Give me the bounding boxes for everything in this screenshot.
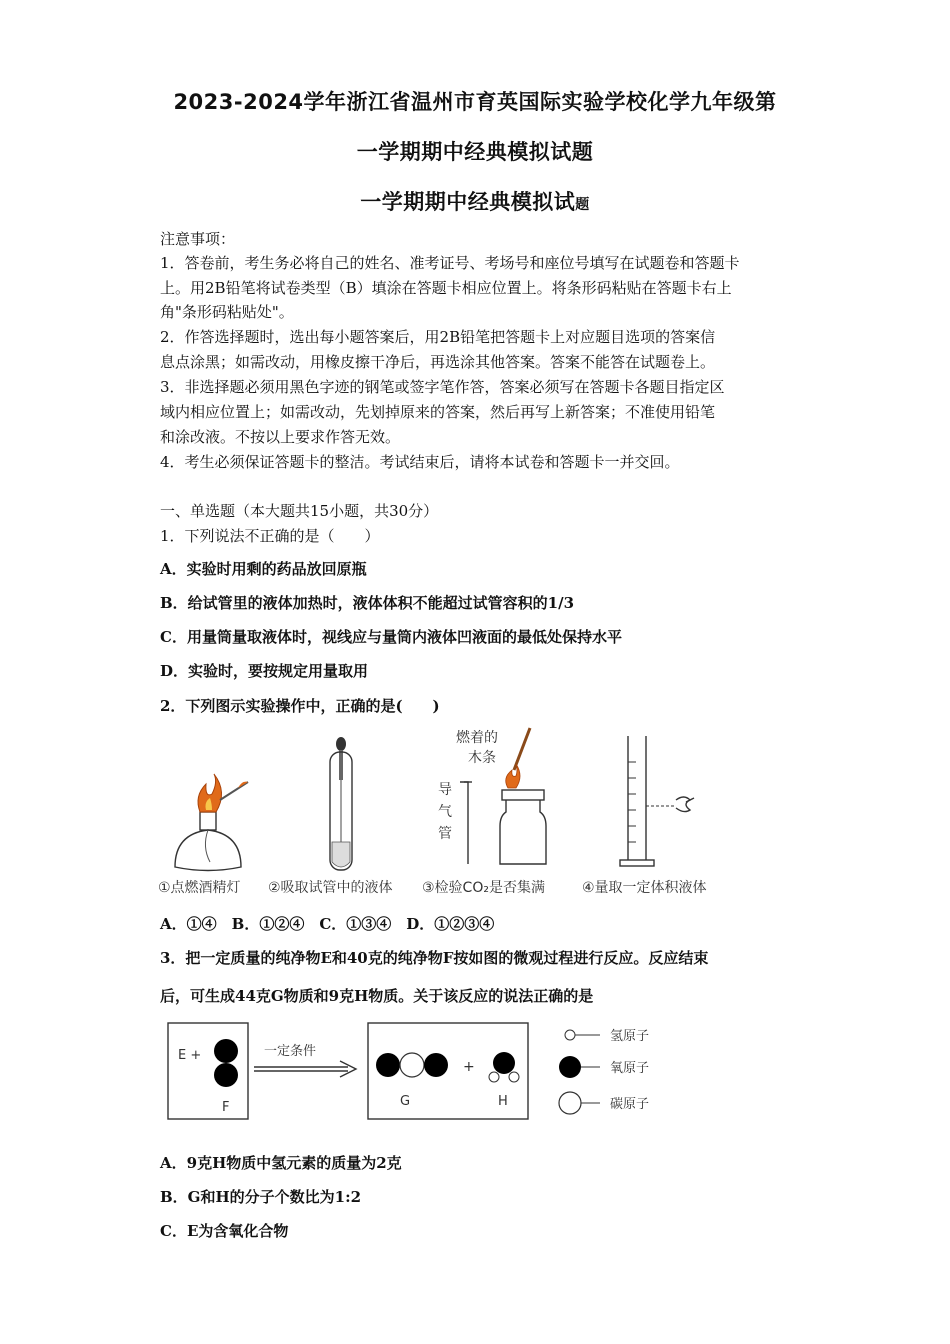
title-line-3-main: 一学期期中经典模拟试 <box>360 190 576 214</box>
dropper-test-tube-icon <box>330 737 352 870</box>
gas-jar-icon <box>438 728 546 864</box>
graduated-cylinder-icon <box>620 736 694 866</box>
reactant-e-label: E + <box>178 1048 202 1063</box>
delivery-tube-label-1: 导 <box>438 782 452 798</box>
alcohol-lamp-icon <box>175 774 248 871</box>
question-2-stem: 2．下列图示实验操作中，正确的是( ) <box>160 697 440 715</box>
legend-hydrogen-icon <box>565 1030 575 1040</box>
legend-oxygen-label: 氧原子 <box>610 1061 650 1076</box>
figure-caption-3: ③检验CO₂是否集满 <box>422 880 545 896</box>
notice-heading: 注意事项： <box>160 230 236 248</box>
carbon-atom <box>400 1053 424 1077</box>
product-h-label: H <box>498 1094 508 1109</box>
oxygen-atom <box>214 1039 238 1063</box>
question-3-option-a: A．9克H物质中氢元素的质量为2克 <box>160 1154 402 1172</box>
notice-line: 和涂改液。不按以上要求作答无效。 <box>160 428 401 446</box>
question-3-option-b: B．G和H的分子个数比为1:2 <box>160 1188 362 1206</box>
hydrogen-atom <box>489 1072 499 1082</box>
question-3-option-c: C．E为含氧化合物 <box>160 1222 289 1240</box>
question-1-option-d: D．实验时，要按规定用量取用 <box>160 662 369 680</box>
oxygen-atom <box>214 1063 238 1087</box>
notice-line: 2．作答选择题时，选出每小题答案后，用2B铅笔把答题卡上对应题目选项的答案信 <box>160 328 716 346</box>
q3-reaction-figure <box>160 1015 680 1125</box>
legend-hydrogen-label: 氢原子 <box>610 1029 650 1044</box>
notice-line: 上。用2B铅笔将试卷类型（B）填涂在答题卡相应位置上。将条形码粘贴在答题卡右上 <box>160 279 732 297</box>
notice-line: 3．非选择题必须用黑色字迹的钢笔或签字笔作答，答案必须写在答题卡各题目指定区 <box>160 378 725 396</box>
reaction-condition-label: 一定条件 <box>264 1044 317 1059</box>
question-1-option-c: C．用量筒量取液体时，视线应与量筒内液体凹液面的最低处保持水平 <box>160 628 622 646</box>
delivery-tube-label-2: 气 <box>438 804 452 820</box>
legend-oxygen-icon <box>559 1056 581 1078</box>
figure-caption-2: ②吸取试管中的液体 <box>268 880 393 896</box>
page-title-line-1: 2023-2024学年浙江省温州市育英国际实验学校化学九年级第 <box>173 90 777 114</box>
reactant-f-label: F <box>222 1100 230 1115</box>
page-title-line-2: 一学期期中经典模拟试题 <box>356 140 594 164</box>
oxygen-atom <box>424 1053 448 1077</box>
question-1-stem: 1．下列说法不正确的是（ ） <box>160 527 380 545</box>
notice-line: 域内相应位置上；如需改动，先划掉原来的答案，然后再写上新答案；不准使用铅笔 <box>160 403 716 421</box>
notice-line: 角"条形码粘贴处"。 <box>160 303 294 321</box>
plus-sign: + <box>463 1059 475 1075</box>
section-heading: 一、单选题（本大题共15小题，共30分） <box>160 502 439 520</box>
question-2-options: A．①④ B．①②④ C．①③④ D．①②③④ <box>160 915 495 933</box>
title-line-3-tail: 题 <box>575 197 590 213</box>
q2-figure <box>150 722 740 902</box>
product-g-label: G <box>400 1094 411 1109</box>
legend-carbon-icon <box>559 1092 581 1114</box>
question-3-stem-line-1: 3．把一定质量的纯净物E和40克的纯净物F按如图的微观过程进行反应。反应结束 <box>160 949 709 967</box>
legend-carbon-label: 碳原子 <box>610 1097 650 1112</box>
notice-line: 4．考生必须保证答题卡的整洁。考试结束后，请将本试卷和答题卡一并交回。 <box>160 453 680 471</box>
hydrogen-atom <box>509 1072 519 1082</box>
delivery-tube-label-3: 管 <box>438 826 452 842</box>
figure-caption-4: ④量取一定体积液体 <box>582 880 707 896</box>
burning-stick-label-1: 燃着的 <box>456 730 498 746</box>
page-title-line-3 <box>0 186 950 216</box>
question-3-stem-line-2: 后，可生成44克G物质和9克H物质。关于该反应的说法正确的是 <box>160 987 594 1005</box>
notice-line: 息点涂黑；如需改动，用橡皮擦干净后，再选涂其他答案。答案不能答在试题卷上。 <box>160 353 716 371</box>
figure-caption-1: ①点燃酒精灯 <box>158 880 241 896</box>
notice-line: 1．答卷前，考生务必将自己的姓名、准考证号、考场号和座位号填写在试题卷和答题卡 <box>160 254 740 272</box>
question-1-option-b: B．给试管里的液体加热时，液体体积不能超过试管容积的1/3 <box>160 594 575 612</box>
burning-stick-label-2: 木条 <box>468 750 496 766</box>
question-1-option-a: A．实验时用剩的药品放回原瓶 <box>160 560 367 578</box>
oxygen-atom <box>376 1053 400 1077</box>
oxygen-atom <box>493 1052 515 1074</box>
